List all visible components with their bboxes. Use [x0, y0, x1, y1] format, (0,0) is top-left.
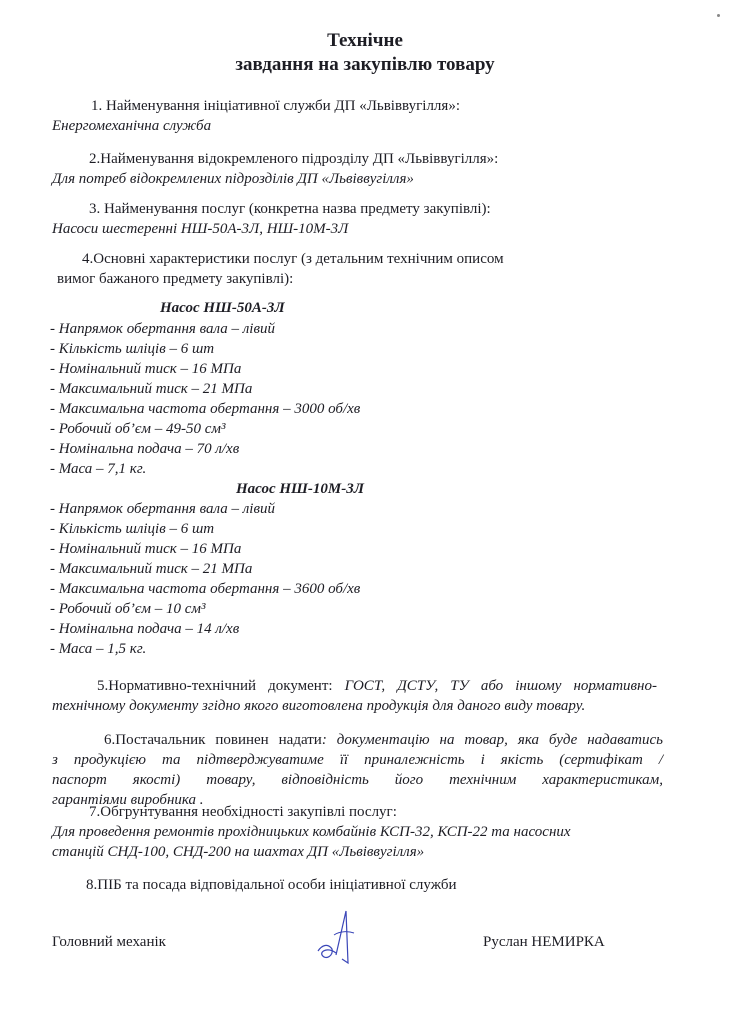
section6-value-line4: гарантіями виробника .	[52, 792, 204, 808]
section5-value-line2: технічному документу згідно якого виготовлена продукція для даного виду товару.	[52, 698, 586, 714]
signer-name: Руслан НЕМИРКА	[483, 934, 605, 950]
pump1-spec: - Номінальна подача – 70 л/хв	[50, 441, 240, 457]
pump2-spec: - Кількість шліців – 6 шт	[50, 521, 215, 537]
pump1-spec: - Максимальний тиск – 21 МПа	[50, 381, 253, 397]
pump2-spec: - Номінальний тиск – 16 МПа	[50, 541, 242, 557]
pump2-spec: - Напрямок обертання вала – лівий	[50, 501, 275, 517]
pump1-spec: - Маса – 7,1 кг.	[50, 461, 147, 477]
signer-position: Головний механік	[52, 934, 166, 950]
pump1-name: Насос НШ-50А-3Л	[160, 300, 285, 316]
pump2-spec: - Номінальна подача – 14 л/хв	[50, 621, 240, 637]
section7-value-line1: Для проведення ремонтів прохідницьких комбайнів КСП-32, КСП-22 та насосних	[52, 824, 571, 840]
title-line-2: завдання на закупівлю товару	[235, 54, 495, 75]
pump1-spec: - Робочий об’єм – 49-50 см³	[50, 421, 226, 437]
section7-value-line2: станцій СНД-100, СНД-200 на шахтах ДП «Львіввугілля»	[52, 844, 425, 860]
pump2-spec: - Максимальний тиск – 21 МПа	[50, 561, 253, 577]
section5-value-start: ГОСТ, ДСТУ, ТУ або іншому нормативно-	[344, 678, 657, 694]
section6-label: 6.Постачальник повинен надати	[104, 732, 322, 748]
pump1-spec: - Номінальний тиск – 16 МПа	[50, 361, 242, 377]
scan-speck	[717, 14, 720, 17]
section6-line1	[104, 731, 663, 749]
pump1-spec: - Напрямок обертання вала – лівий	[50, 321, 275, 337]
section1-value: Енергомеханічна служба	[52, 118, 212, 134]
section7-heading: 7.Обгрунтування необхідності закупівлі послуг:	[89, 804, 397, 820]
pump2-spec: - Максимальна частота обертання – 3600 об/хв	[50, 581, 361, 597]
section6-value-line3: паспорт якості) товару, відповідність його технічним характеристикам,	[52, 772, 663, 788]
section2-heading: 2.Найменування відокремленого підрозділу ДП «Львіввугілля»:	[89, 151, 499, 167]
pump2-spec: - Робочий об’єм – 10 см³	[50, 601, 206, 617]
section5-label: 5.Нормативно-технічний документ:	[97, 678, 345, 694]
pump2-spec: - Маса – 1,5 кг.	[50, 641, 147, 657]
section4-heading-line1: 4.Основні характеристики послуг (з детальним технічним описом	[82, 251, 504, 267]
pump2-name: Насос НШ-10М-3Л	[236, 481, 365, 497]
pump1-spec: - Максимальна частота обертання – 3000 об/хв	[50, 401, 361, 417]
signature-stroke	[336, 911, 348, 963]
section2-value: Для потреб відокремлених підрозділів ДП «Львіввугілля»	[52, 171, 414, 187]
pump1-spec: - Кількість шліців – 6 шт	[50, 341, 215, 357]
section5-line1	[97, 677, 657, 695]
section3-heading: 3. Найменування послуг (конкретна назва предмету закупівлі):	[89, 201, 491, 217]
signature-stroke	[318, 945, 336, 957]
section1-heading: 1. Найменування ініціативної служби ДП «Львіввугілля»:	[91, 98, 460, 114]
section8-heading: 8.ПІБ та посада відповідальної особи ініціативної служби	[86, 877, 457, 893]
section6-value-line2: з продукцією та підтверджуватиме її приналежність і якість (сертифікат /	[52, 752, 663, 768]
section6-value-start: : документацію на товар, яка буде надаватись	[321, 732, 663, 748]
signature-stroke	[334, 932, 354, 935]
section4-heading-line2: вимог бажаного предмету закупівлі):	[57, 271, 294, 287]
handwritten-signature	[312, 905, 362, 967]
title-line-1: Технічне	[327, 30, 403, 51]
section3-value: Насоси шестеренні НШ-50А-3Л, НШ-10М-3Л	[52, 221, 349, 237]
